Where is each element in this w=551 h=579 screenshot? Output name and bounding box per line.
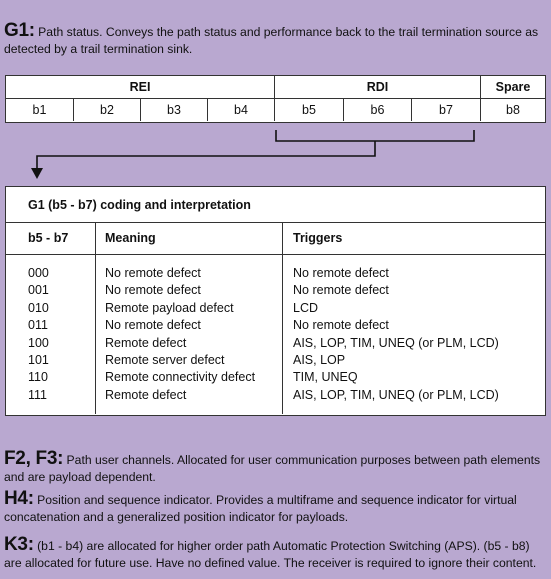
bit-cell-b7: b7 bbox=[411, 99, 480, 121]
b5-b7-bracket bbox=[276, 130, 474, 141]
table-row-meaning: Remote defect bbox=[105, 335, 187, 350]
table-row-triggers: No remote defect bbox=[293, 318, 389, 333]
bit-cell-b4: b4 bbox=[207, 99, 274, 121]
table-row-meaning: Remote server defect bbox=[105, 353, 225, 368]
table-row-code: 111 bbox=[28, 387, 48, 402]
g1-text: Path status. Conveys the path status and performance back to the trail termination source as detected by a trail termination sink. bbox=[4, 25, 539, 56]
table-row-triggers: TIM, UNEQ bbox=[293, 370, 358, 385]
table-row-meaning: Remote defect bbox=[105, 387, 187, 402]
rei-header: REI bbox=[129, 80, 151, 94]
table-row-code: 110 bbox=[28, 370, 48, 385]
bit-cell-b3: b3 bbox=[140, 99, 207, 121]
table-row-meaning: No remote defect bbox=[105, 266, 201, 280]
triggers-column-header: Triggers bbox=[293, 231, 343, 245]
g1-label: G1: bbox=[4, 20, 35, 41]
bit-cell-b6: b6 bbox=[343, 99, 411, 121]
g1-coding-table bbox=[5, 186, 546, 416]
table-row-triggers: AIS, LOP bbox=[293, 353, 346, 368]
table-row-triggers: AIS, LOP, TIM, UNEQ (or PLM, LCD) bbox=[293, 387, 499, 402]
k3-label: K3: bbox=[4, 534, 34, 555]
table-row-code: 011 bbox=[28, 318, 48, 333]
table-row-meaning: Remote payload defect bbox=[105, 300, 234, 315]
triggers-column bbox=[293, 265, 499, 404]
bit-cell-b8: b8 bbox=[480, 99, 545, 121]
f2-f3-label: F2, F3: bbox=[4, 448, 64, 469]
table-row-meaning: No remote defect bbox=[105, 283, 201, 298]
bit-cell-b2: b2 bbox=[73, 99, 140, 121]
h4-label: H4: bbox=[4, 488, 34, 509]
bit-cell-b5: b5 bbox=[274, 99, 343, 121]
h4-text: Position and sequence indicator. Provides a multiframe and sequence indicator for virtual concatenation and a generalized position indicator for payloads. bbox=[4, 493, 517, 524]
spare-header: Spare bbox=[480, 76, 545, 98]
connector-line bbox=[37, 141, 375, 170]
table-row-meaning: Remote connectivity defect bbox=[105, 370, 256, 385]
table-row-code: 101 bbox=[28, 353, 49, 368]
table-row-triggers: AIS, LOP, TIM, UNEQ (or PLM, LCD) bbox=[293, 335, 499, 350]
meaning-column bbox=[105, 265, 255, 404]
meaning-column-header: Meaning bbox=[105, 231, 156, 245]
code-column bbox=[28, 265, 49, 404]
table-row-code: 100 bbox=[28, 335, 49, 350]
f2-f3-text: Path user channels. Allocated for user communication purposes between path elements and are payload dependent. bbox=[4, 453, 541, 484]
f2-f3-description bbox=[4, 450, 548, 486]
table-row-code: 000 bbox=[28, 266, 49, 280]
table-row-triggers: LCD bbox=[293, 300, 319, 315]
table-row-triggers: No remote defect bbox=[293, 266, 389, 280]
table-row-meaning: No remote defect bbox=[105, 318, 201, 333]
coding-table-title: G1 (b5 - b7) coding and interpretation bbox=[28, 198, 251, 212]
rdi-header: RDI bbox=[274, 76, 480, 98]
k3-description bbox=[4, 536, 548, 572]
table-row-code: 010 bbox=[28, 300, 49, 315]
table-row-triggers: No remote defect bbox=[293, 283, 389, 298]
code-column-header: b5 - b7 bbox=[28, 231, 69, 245]
table-row-code: 001 bbox=[28, 283, 49, 298]
arrow-down-icon bbox=[31, 168, 43, 179]
h4-description bbox=[4, 490, 548, 526]
bit-cell-b1: b1 bbox=[32, 103, 47, 117]
k3-text: (b1 - b4) are allocated for higher order path Automatic Protection Switching (APS). (b5 - b8) are allocated for future use. Have no defined value. The receiver is required to ignore their content. bbox=[4, 539, 537, 570]
